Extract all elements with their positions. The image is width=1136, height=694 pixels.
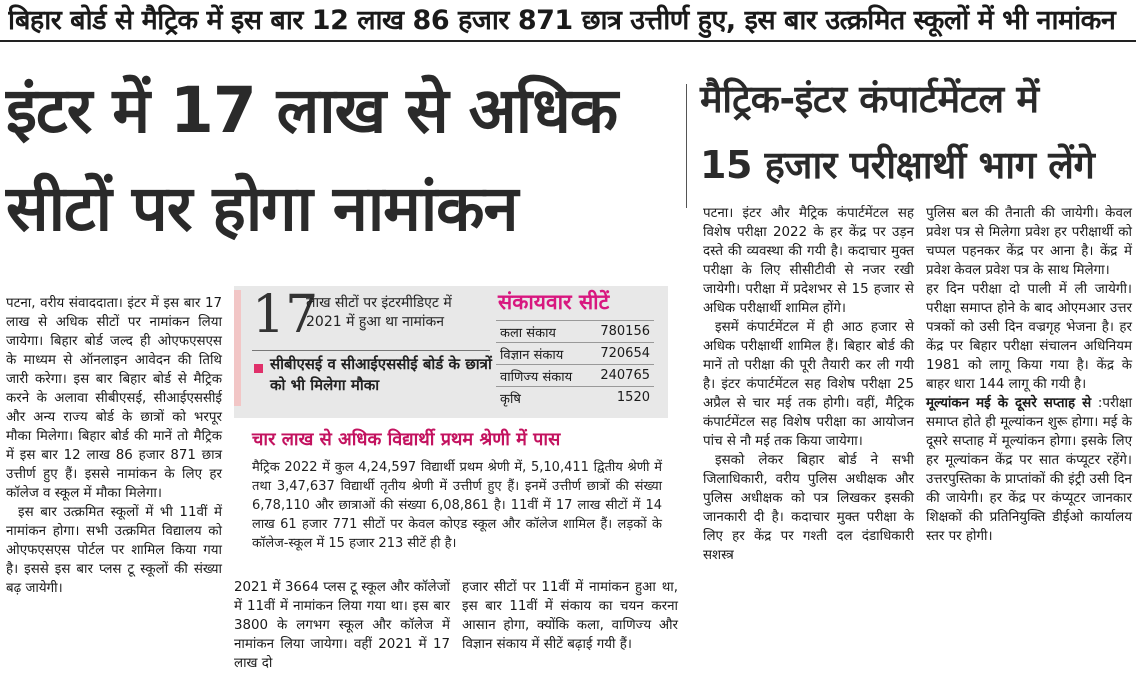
article-column-1 bbox=[6, 294, 222, 598]
faculty-seats-title: संकायवार सीटें bbox=[498, 290, 610, 314]
article-column-3 bbox=[462, 578, 678, 654]
table-row bbox=[496, 387, 654, 409]
row-label: विज्ञान संकाय bbox=[496, 343, 588, 365]
bullet-text: सीबीएसई व सीआईएससीई बोर्ड के छात्रों को भी मिलेगा मौका bbox=[270, 355, 492, 394]
article-column-2 bbox=[234, 578, 450, 673]
col5-lead: मूल्यांकन मई के दूसरे सप्ताह से bbox=[926, 396, 1092, 411]
col5-para1: पुलिस बल की तैनाती की जायेगी। केवल प्रवेश पत्र से मिलेगा प्रवेश हर परीक्षार्थी को चप्पल पहनकर केंद्र पर आना है। केंद्र में प्रवेश केवल प्रवेश पत्र के साथ मिलेगा। bbox=[926, 206, 1132, 278]
col1-para1: पटना, वरीय संवाददाता। इंटर में इस बार 17 लाख से अधिक सीटों पर नामांकन लिया जायेगा। बिहार बोर्ड जल्द ही ओएफएसएस के माध्यम से ऑनलाइन आवेदन की तिथि जारी करेगा। इस बार बिहार बोर्ड से मैट्रिक करने के अलावा सीबीएसई, सीआईएससीई और अन्य राज्य बोर्ड के छात्रों को भरपूर मौका मिलेगा। बिहार बोर्ड की मानें तो मैट्रिक में इस बार 12 लाख 86 हजार 871 छात्र उत्तीर्ण हुए हैं। इससे नामांकन के लिए हर कॉलेज व स्कूल में मौका मिलेगा। bbox=[6, 296, 222, 501]
info-box bbox=[234, 286, 668, 571]
col2-para: 2021 में 3664 प्लस टू स्कूल और कॉलेजों में 11वीं में नामांकन लिया गया था। इस बार 3800 के लगभग स्कूल और कॉलेज में नामांकन लिया जायेगा। वहीं 2021 में 17 लाख दो bbox=[234, 580, 450, 671]
right-headline-line1: मैट्रिक-इंटर कंपार्टमेंटल में bbox=[700, 77, 1039, 121]
row-value: 240765 bbox=[588, 365, 654, 387]
main-headline-line1: इंटर में 17 लाख से अधिक bbox=[6, 74, 618, 147]
right-headline bbox=[700, 66, 1130, 198]
article-column-5 bbox=[926, 204, 1132, 546]
bullet-square-icon bbox=[254, 364, 263, 373]
first-division-body: मैट्रिक 2022 में कुल 4,24,597 विद्यार्थी प्रथम श्रेणी में, 5,10,411 द्वितीय श्रेणी में तथा 3,47,637 विद्यार्थी तृतीय श्रेणी में उत्तीर्ण हुए हैं। इनमें उत्तीर्ण छात्रों की संख्या 6,78,110 और छात्राओं की संख्या 6,08,861 है। 11वीं में 17 लाख सीटों में 14 लाख 61 हजार 771 सीटों पर केवल कोएड स्कूल और कॉलेज शामिल हैं। लड़कों के कॉलेज-स्कूल में 15 हजार 213 सीटें ही है। bbox=[252, 460, 662, 551]
accent-bar bbox=[234, 290, 241, 406]
info-divider bbox=[252, 350, 490, 351]
row-value: 720654 bbox=[588, 343, 654, 365]
col5-para2: हर दिन परीक्षा दो पाली में ली जायेगी। परीक्षा समाप्त होने के बाद ओएमआर उत्तर पत्रकों को उसी दिन वज्रगृह भेजना है। हर केंद्र पर बिहार परीक्षा संचालन अधिनियम 1981 को लागू किया गया है। केंद्र के बाहर धारा 144 लागू की गयी है। bbox=[926, 282, 1132, 392]
right-headline-line2: 15 हजार परीक्षार्थी भाग लेंगे bbox=[700, 143, 1095, 187]
col1-para2: इस बार उत्क्रमित स्कूलों में भी 11वीं में नामांकन होगा। सभी उत्क्रमित विद्यालय को ओएफएसएस पोर्टल पर शामिल किया गया है। इससे इस बार प्लस टू स्कूलों की संख्या बढ़ जायेगी। bbox=[6, 505, 222, 596]
column-divider bbox=[686, 84, 687, 208]
row-value: 780156 bbox=[588, 321, 654, 343]
top-divider bbox=[0, 40, 1136, 42]
row-label: कृषि bbox=[496, 387, 588, 409]
table-row bbox=[496, 365, 654, 387]
article-column-4 bbox=[703, 204, 914, 565]
main-headline-line2: सीटों पर होगा नामांकन bbox=[6, 172, 518, 245]
info-box-top-panel bbox=[234, 286, 668, 418]
row-value: 1520 bbox=[588, 387, 654, 409]
top-strip-headline: बिहार बोर्ड से मैट्रिक में इस बार 12 लाख 86 हजार 871 छात्र उत्तीर्ण हुए, इस बार उत्क्रमित स्कूलों में भी नामांकन bbox=[8, 5, 1116, 36]
faculty-seats-table bbox=[496, 320, 654, 408]
main-headline bbox=[6, 62, 686, 258]
row-label: वाणिज्य संकाय bbox=[496, 365, 588, 387]
row-label: कला संकाय bbox=[496, 321, 588, 343]
first-division-headline: चार लाख से अधिक विद्यार्थी प्रथम श्रेणी में पास bbox=[252, 429, 561, 450]
col4-para3: इसको लेकर बिहार बोर्ड ने सभी जिलाधिकारी, वरीय पुलिस अधीक्षक और पुलिस अधीक्षक को पत्र लिखकर इसकी जानकारी दी है। कदाचार मुक्त परीक्षा के लिए हर केंद्र पर गश्ती दल दंडाधिकारी सशस्त्र bbox=[703, 453, 914, 563]
stat-big-number: 17 bbox=[252, 285, 319, 345]
table-row bbox=[496, 343, 654, 365]
col4-para1: पटना। इंटर और मैट्रिक कंपार्टमेंटल सह विशेष परीक्षा 2022 के हर केंद्र पर उड़न दस्ते की व्यवस्था की गयी है। कदाचार मुक्त परीक्षा के लिए सीसीटीवी से नजर रखी जायेगी। परीक्षा में प्रदेशभर से 15 हजार से अधिक परीक्षार्थी शामिल होंगे। bbox=[703, 206, 914, 316]
stat-text: लाख सीटों पर इंटरमीडिएट में 2021 में हुआ था नामांकन bbox=[306, 295, 452, 330]
col5-para3: :परीक्षा समाप्त होते ही मूल्यांकन शुरू होगा। मई के दूसरे सप्ताह में मूल्यांकन होगा। इसके लिए हर मूल्यांकन केंद्र पर सात कंप्यूटर रहेंगे। उत्तरपुस्तिका के प्राप्तांकों की इंट्री उसी दिन की जायेगी। हर केंद्र पर कंप्यूटर जानकार शिक्षकों की प्रतिनियुक्ति डीईओ कार्यालय स्तर पर होगी। bbox=[926, 396, 1132, 544]
table-row bbox=[496, 321, 654, 343]
col4-para2: इसमें कंपार्टमेंटल में ही आठ हजार से अधिक परीक्षार्थी शामिल हैं। बिहार बोर्ड की मानें तो परीक्षा की पूरी तैयारी कर ली गयी है। इंटर कंपार्टमेंटल सह विशेष परीक्षा 25 अप्रैल से चार मई तक होगी। वहीं, मैट्रिक कंपार्टमेंटल सह विशेष परीक्षा का आयोजन पांच से नौ मई तक किया जायेगा। bbox=[703, 320, 914, 449]
col3-para: हजार सीटों पर 11वीं में नामांकन हुआ था, इस बार 11वीं में संकाय का चयन करना आसान होगा, क्योंकि कला, वाणिज्य और विज्ञान संकाय में सीटें बढ़ाई गयी हैं। bbox=[462, 580, 678, 652]
